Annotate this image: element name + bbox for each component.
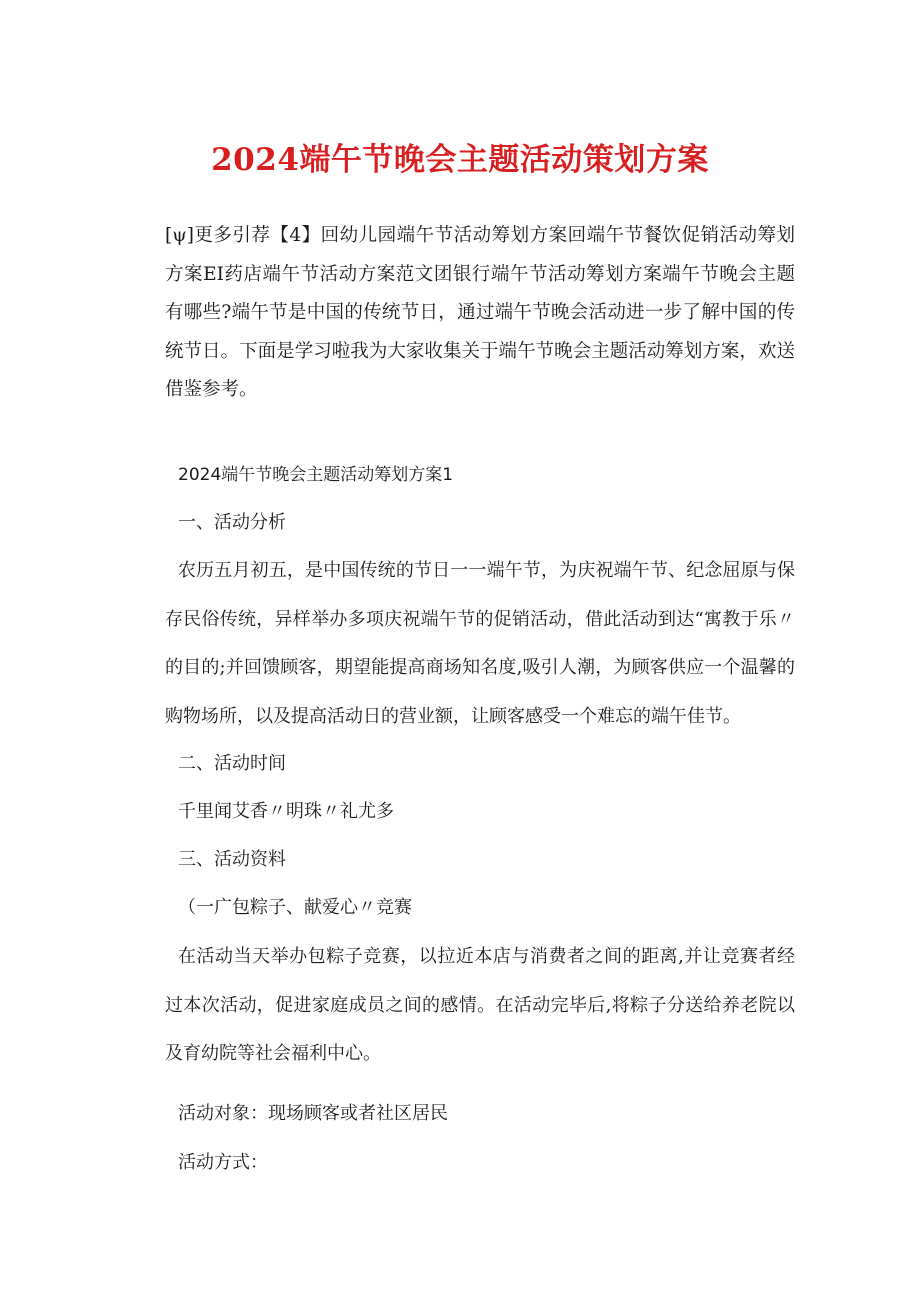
plan-subtitle: 2024端午节晚会主题活动筹划方案1 (178, 465, 454, 485)
analysis-paragraph: 农历五月初五，是中国传统的节日一一端午节，为庆祝端午节、纪念屈原与保存民俗传统，异样举办多项庆祝端午节的促销活动，借此活动到达“寓教于乐〃的目的;并回馈顾客，期望能提高商场知名度,吸引人潮，为顾客供应一个温馨的购物场所，以及提高活动日的营业额，让顾客感受一个难忘的端午佳节。 (165, 560, 795, 727)
section-heading-analysis: 一、活动分析 (178, 512, 286, 533)
time-line: 千里闻艾香〃明珠〃礼尤多 (178, 801, 394, 822)
activity-target-line: 活动对象：现场顾客或者社区居民 (178, 1103, 448, 1124)
document-title: 2024端午节晚会主题活动策划方案 (211, 142, 709, 178)
activity-method-line: 活动方式： (178, 1152, 268, 1173)
item-heading-zongzi: （一广包粽子、献爱心〃竞赛 (178, 897, 412, 918)
zongzi-paragraph: 在活动当天举办包粽子竞赛，以拉近本店与消费者之间的距离,并让竞赛者经过本次活动，促进家庭成员之间的感情。在活动完毕后,将粽子分送给养老院以及育幼院等社会福利中心。 (165, 946, 795, 1064)
section-heading-time: 二、活动时间 (178, 753, 286, 774)
section-heading-materials: 三、活动资料 (178, 849, 286, 870)
intro-paragraph: [ψ]更多引荐【4】回幼儿园端午节活动筹划方案回端午节餐饮促销活动筹划方案EI药店端午节活动方案范文团银行端午节活动筹划方案端午节晚会主题有哪些?端午节是中国的传统节日，通过端午节晚会活动进一步了解中国的传统节日。下面是学习啦我为大家收集关于端午节晚会主题活动筹划方案，欢送借鉴参考。 (165, 225, 795, 400)
